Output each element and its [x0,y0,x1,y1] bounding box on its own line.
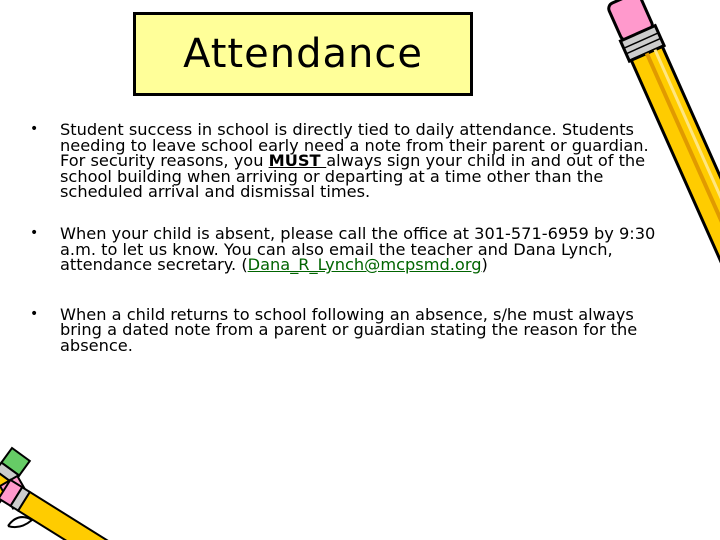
email-link[interactable]: Dana_R_Lynch@mcpsmd.org [247,255,482,275]
bullet-item [30,122,670,200]
bullet-text: always sign your child in and out of the school building when arriving or departing at a time other than the scheduled arrival and dismissal times. [60,151,646,202]
bullet-text: When your child is absent, please call the office at 301-571-6959 by 9:30 a.m. to let us know. You can also email the teacher and Dana Lynch, attendance secretary. ( [60,223,656,275]
bullet-text: Student success in school is directly tied to daily attendance. Students needing to leave school early need a note from their parent or guardian. For security reasons, you [60,120,649,171]
bullet-symbol: • [30,121,39,137]
page-title: Attendance [183,31,423,77]
bullet-item [30,223,670,275]
bullet-text: ) [481,255,488,275]
bullet-symbol: • [30,305,39,322]
pencil-icon [580,0,720,540]
bullet-text: When a child returns to school following an absence, s/he must always bring a dated note from a parent or guardian stating the reason for the absence. [60,304,638,355]
pencils-icon [0,428,150,540]
bullet-symbol: • [30,224,39,241]
title-box [133,12,473,96]
must-emphasis: MUST [268,151,327,171]
bullet-item [30,304,670,355]
bullet-list [30,122,670,380]
